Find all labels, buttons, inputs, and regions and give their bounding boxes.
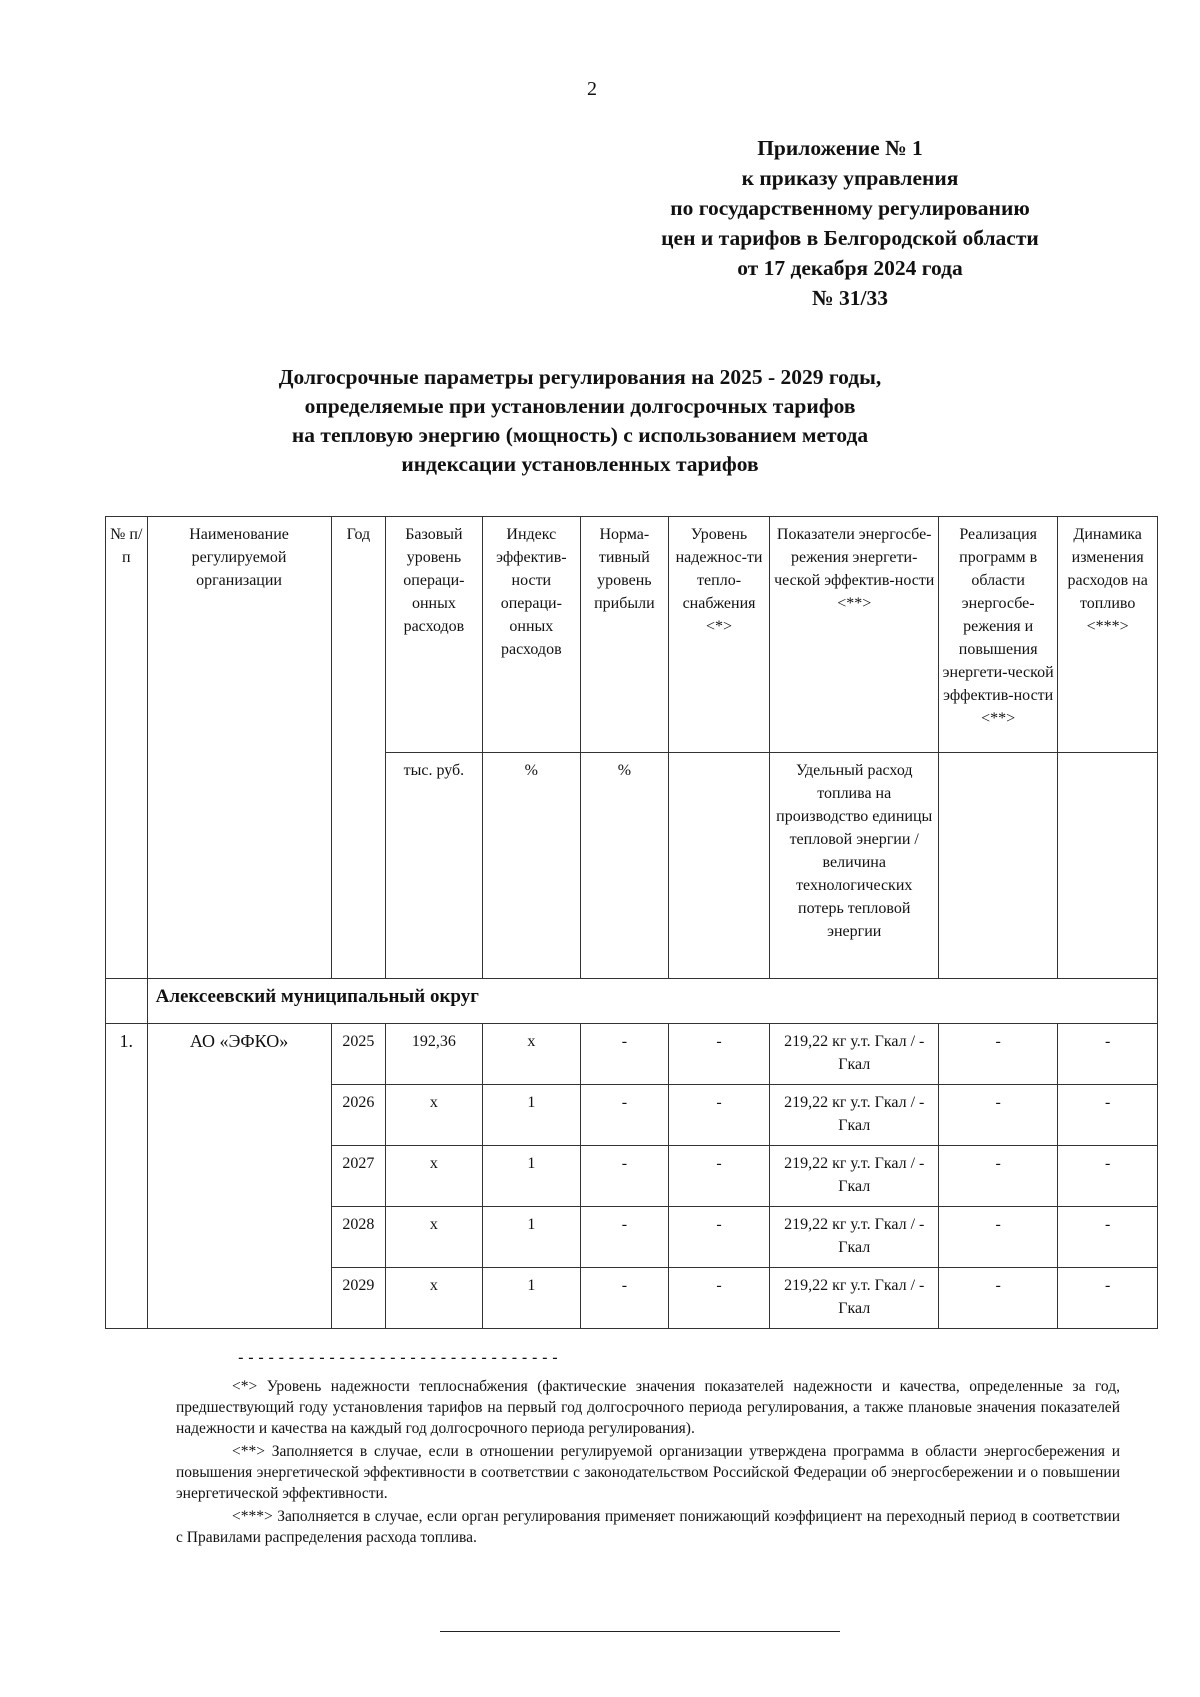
row-fuel: - — [1058, 1207, 1158, 1268]
row-base: х — [386, 1268, 482, 1329]
title-line: Долгосрочные параметры регулирования на 2025 - 2029 годы, — [278, 365, 882, 389]
header-reliability: Уровень надежнос-ти тепло-снабжения <*> — [668, 517, 770, 753]
region-row — [106, 979, 1158, 1024]
row-energy: 219,22 кг у.т. Гкал / - Гкал — [770, 1146, 939, 1207]
row-profit: - — [581, 1146, 669, 1207]
appendix-line: к приказу управления — [741, 166, 959, 190]
row-index: 1 — [482, 1207, 581, 1268]
header-year: Год — [331, 517, 386, 979]
unit-profit-level: % — [581, 753, 669, 979]
unit-energy-saving: Удельный расход топлива на производство единицы тепловой энергии / величина технологических потерь тепловой энергии — [770, 753, 939, 979]
parameters-table — [105, 516, 1158, 1329]
document-title — [150, 363, 1010, 479]
row-reliability: - — [668, 1146, 770, 1207]
row-energy: 219,22 кг у.т. Гкал / - Гкал — [770, 1024, 939, 1085]
region-num-cell — [106, 979, 148, 1024]
row-energy: 219,22 кг у.т. Гкал / - Гкал — [770, 1268, 939, 1329]
header-organization: Наименование регулируемой организации — [147, 517, 331, 979]
header-base-opex: Базовый уровень операци-онных расходов — [386, 517, 482, 753]
row-base: 192,36 — [386, 1024, 482, 1085]
header-programs: Реализация программ в области энергосбе-режения и повышения энергети-ческой эффектив-ности <**> — [939, 517, 1058, 753]
appendix-line: № 31/33 — [812, 286, 888, 310]
row-reliability: - — [668, 1207, 770, 1268]
header-efficiency-index: Индекс эффектив-ности операци-онных расходов — [482, 517, 581, 753]
row-year: 2027 — [331, 1146, 386, 1207]
footnotes — [176, 1376, 1120, 1550]
row-programs: - — [939, 1146, 1058, 1207]
title-line: индексации установленных тарифов — [401, 452, 759, 476]
page-number: 2 — [587, 78, 597, 100]
row-year: 2026 — [331, 1085, 386, 1146]
unit-reliability — [668, 753, 770, 979]
row-profit: - — [581, 1085, 669, 1146]
appendix-line: цен и тарифов в Белгородской области — [661, 226, 1039, 250]
table-header-row — [106, 517, 1158, 753]
row-programs: - — [939, 1207, 1058, 1268]
unit-efficiency-index: % — [482, 753, 581, 979]
unit-base-opex: тыс. руб. — [386, 753, 482, 979]
row-reliability: - — [668, 1024, 770, 1085]
row-profit: - — [581, 1207, 669, 1268]
row-index: 1 — [482, 1085, 581, 1146]
row-index: 1 — [482, 1268, 581, 1329]
footnote: <**> Заполняется в случае, если в отношении регулируемой организации утверждена программа в области энергосбережения и повышения энергетической эффективности в соответствии с законодательством Российской Федерации об энергосбережении и о повышении энергетической эффективности. — [176, 1443, 1120, 1502]
row-profit: - — [581, 1268, 669, 1329]
unit-programs — [939, 753, 1058, 979]
header-energy-saving: Показатели энергосбе-режения энергети-ческой эффектив-ности <**> — [770, 517, 939, 753]
footnote: <***> Заполняется в случае, если орган регулирования применяет понижающий коэффициент на переходный период в соответствии с Правилами распределения расхода топлива. — [176, 1508, 1120, 1546]
org-num: 1. — [106, 1024, 148, 1329]
row-reliability: - — [668, 1268, 770, 1329]
row-fuel: - — [1058, 1024, 1158, 1085]
header-num: № п/п — [106, 517, 148, 979]
title-line: на тепловую энергию (мощность) с использованием метода — [291, 423, 869, 447]
row-year: 2029 — [331, 1268, 386, 1329]
row-fuel: - — [1058, 1085, 1158, 1146]
row-fuel: - — [1058, 1268, 1158, 1329]
row-index: х — [482, 1024, 581, 1085]
row-base: х — [386, 1146, 482, 1207]
row-fuel: - — [1058, 1146, 1158, 1207]
footnote-separator: -------------------------------- — [236, 1348, 561, 1367]
row-programs: - — [939, 1024, 1058, 1085]
footnote: <*> Уровень надежности теплоснабжения (фактические значения показателей надежности и качества, определенные за год, предшествующий году установления тарифов на первый год долгосрочного периода регулирования, а также плановые значения показателей надежности и качества на каждый год долгосрочного периода регулирования). — [176, 1378, 1120, 1437]
row-index: 1 — [482, 1146, 581, 1207]
org-name: АО «ЭФКО» — [147, 1024, 331, 1329]
row-programs: - — [939, 1268, 1058, 1329]
row-base: х — [386, 1085, 482, 1146]
appendix-line: от 17 декабря 2024 года — [737, 256, 963, 280]
header-fuel-dynamics: Динамика изменения расходов на топливо <***> — [1058, 517, 1158, 753]
row-reliability: - — [668, 1085, 770, 1146]
unit-fuel-dynamics — [1058, 753, 1158, 979]
row-year: 2025 — [331, 1024, 386, 1085]
title-line: определяемые при установлении долгосрочных тарифов — [304, 394, 856, 418]
table-row — [106, 1024, 1158, 1085]
row-year: 2028 — [331, 1207, 386, 1268]
row-energy: 219,22 кг у.т. Гкал / - Гкал — [770, 1085, 939, 1146]
region-name: Алексеевский муниципальный округ — [147, 979, 1157, 1024]
appendix-line: по государственному регулированию — [670, 196, 1030, 220]
row-profit: - — [581, 1024, 669, 1085]
bottom-divider — [440, 1631, 840, 1632]
row-base: х — [386, 1207, 482, 1268]
header-profit-level: Норма-тивный уровень прибыли — [581, 517, 669, 753]
row-energy: 219,22 кг у.т. Гкал / - Гкал — [770, 1207, 939, 1268]
appendix-line: Приложение № 1 — [757, 136, 923, 160]
appendix-header — [560, 133, 1140, 313]
row-programs: - — [939, 1085, 1058, 1146]
